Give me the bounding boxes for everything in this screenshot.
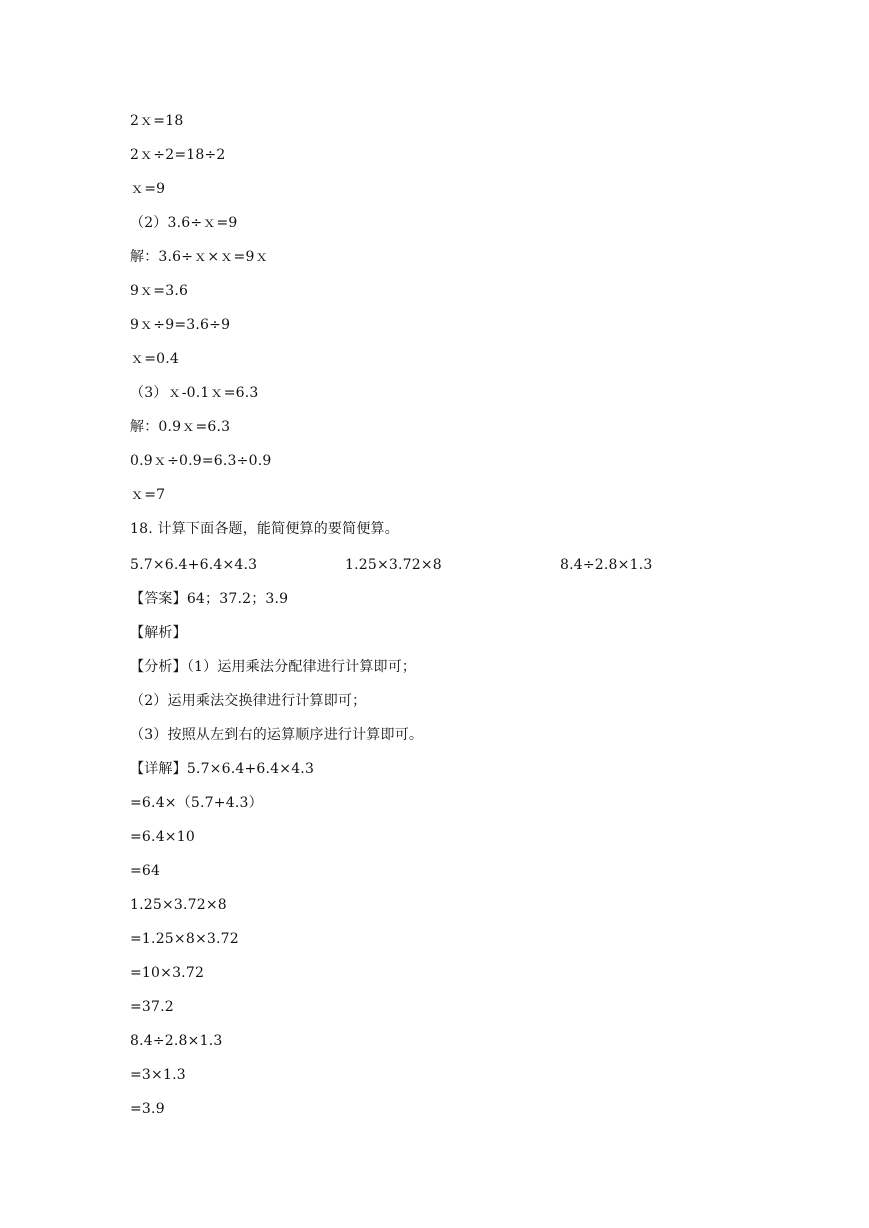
analysis-item: （1）运用乘法分配律进行计算即可； bbox=[186, 659, 417, 675]
answer-text: 64；37.2；3.9 bbox=[186, 591, 289, 607]
equation-line: 2ｘ÷2=18÷2 bbox=[130, 147, 226, 163]
question-title: 18. 计算下面各题，能简便算的要简便算。 bbox=[130, 521, 399, 537]
answer-line bbox=[130, 590, 288, 608]
equation-line: 0.9ｘ÷0.9=6.3÷0.9 bbox=[130, 453, 272, 469]
problem-3: 8.4÷2.8×1.3 bbox=[560, 557, 653, 573]
detail-step: =10×3.72 bbox=[130, 965, 205, 981]
detail-step: =64 bbox=[130, 863, 161, 879]
detail-step: =1.25×8×3.72 bbox=[130, 931, 239, 947]
detail-line bbox=[130, 760, 314, 778]
analysis-line bbox=[130, 658, 416, 676]
detail-step: 8.4÷2.8×1.3 bbox=[130, 1033, 223, 1049]
equation-line: 2ｘ=18 bbox=[130, 113, 184, 129]
detail-step: =3×1.3 bbox=[130, 1067, 186, 1083]
detail-step: =37.2 bbox=[130, 999, 174, 1015]
equation-line: 解：0.9ｘ=6.3 bbox=[130, 419, 231, 435]
problem-2: 1.25×3.72×8 bbox=[345, 557, 442, 573]
analysis-item: （3）按照从左到右的运算顺序进行计算即可。 bbox=[130, 727, 424, 743]
detail-step: =3.9 bbox=[130, 1101, 165, 1117]
detail-step: =6.4×10 bbox=[130, 829, 195, 845]
analysis-label: 【分析】 bbox=[130, 659, 187, 675]
equation-line: ｘ=7 bbox=[130, 487, 166, 503]
detail-step: 1.25×3.72×8 bbox=[130, 897, 227, 913]
equation-line: （2）3.6÷ｘ=9 bbox=[130, 215, 238, 231]
problem-1: 5.7×6.4+6.4×4.3 bbox=[130, 557, 258, 573]
analysis-item: （2）运用乘法交换律进行计算即可； bbox=[130, 693, 367, 709]
equation-line: （3）ｘ-0.1ｘ=6.3 bbox=[130, 385, 259, 401]
detail-step: =6.4×（5.7+4.3） bbox=[130, 795, 263, 811]
analysis-heading: 【解析】 bbox=[130, 625, 187, 641]
answer-label: 【答案】 bbox=[130, 591, 187, 607]
equation-line: 9ｘ=3.6 bbox=[130, 283, 189, 299]
detail-label: 【详解】 bbox=[130, 761, 187, 777]
detail-first: 5.7×6.4+6.4×4.3 bbox=[186, 761, 315, 777]
equation-line: 解：3.6÷ｘ×ｘ=9ｘ bbox=[130, 249, 269, 265]
equation-line: 9ｘ÷9=3.6÷9 bbox=[130, 317, 231, 333]
equation-line: ｘ=9 bbox=[130, 181, 166, 197]
equation-line: ｘ=0.4 bbox=[130, 351, 179, 367]
